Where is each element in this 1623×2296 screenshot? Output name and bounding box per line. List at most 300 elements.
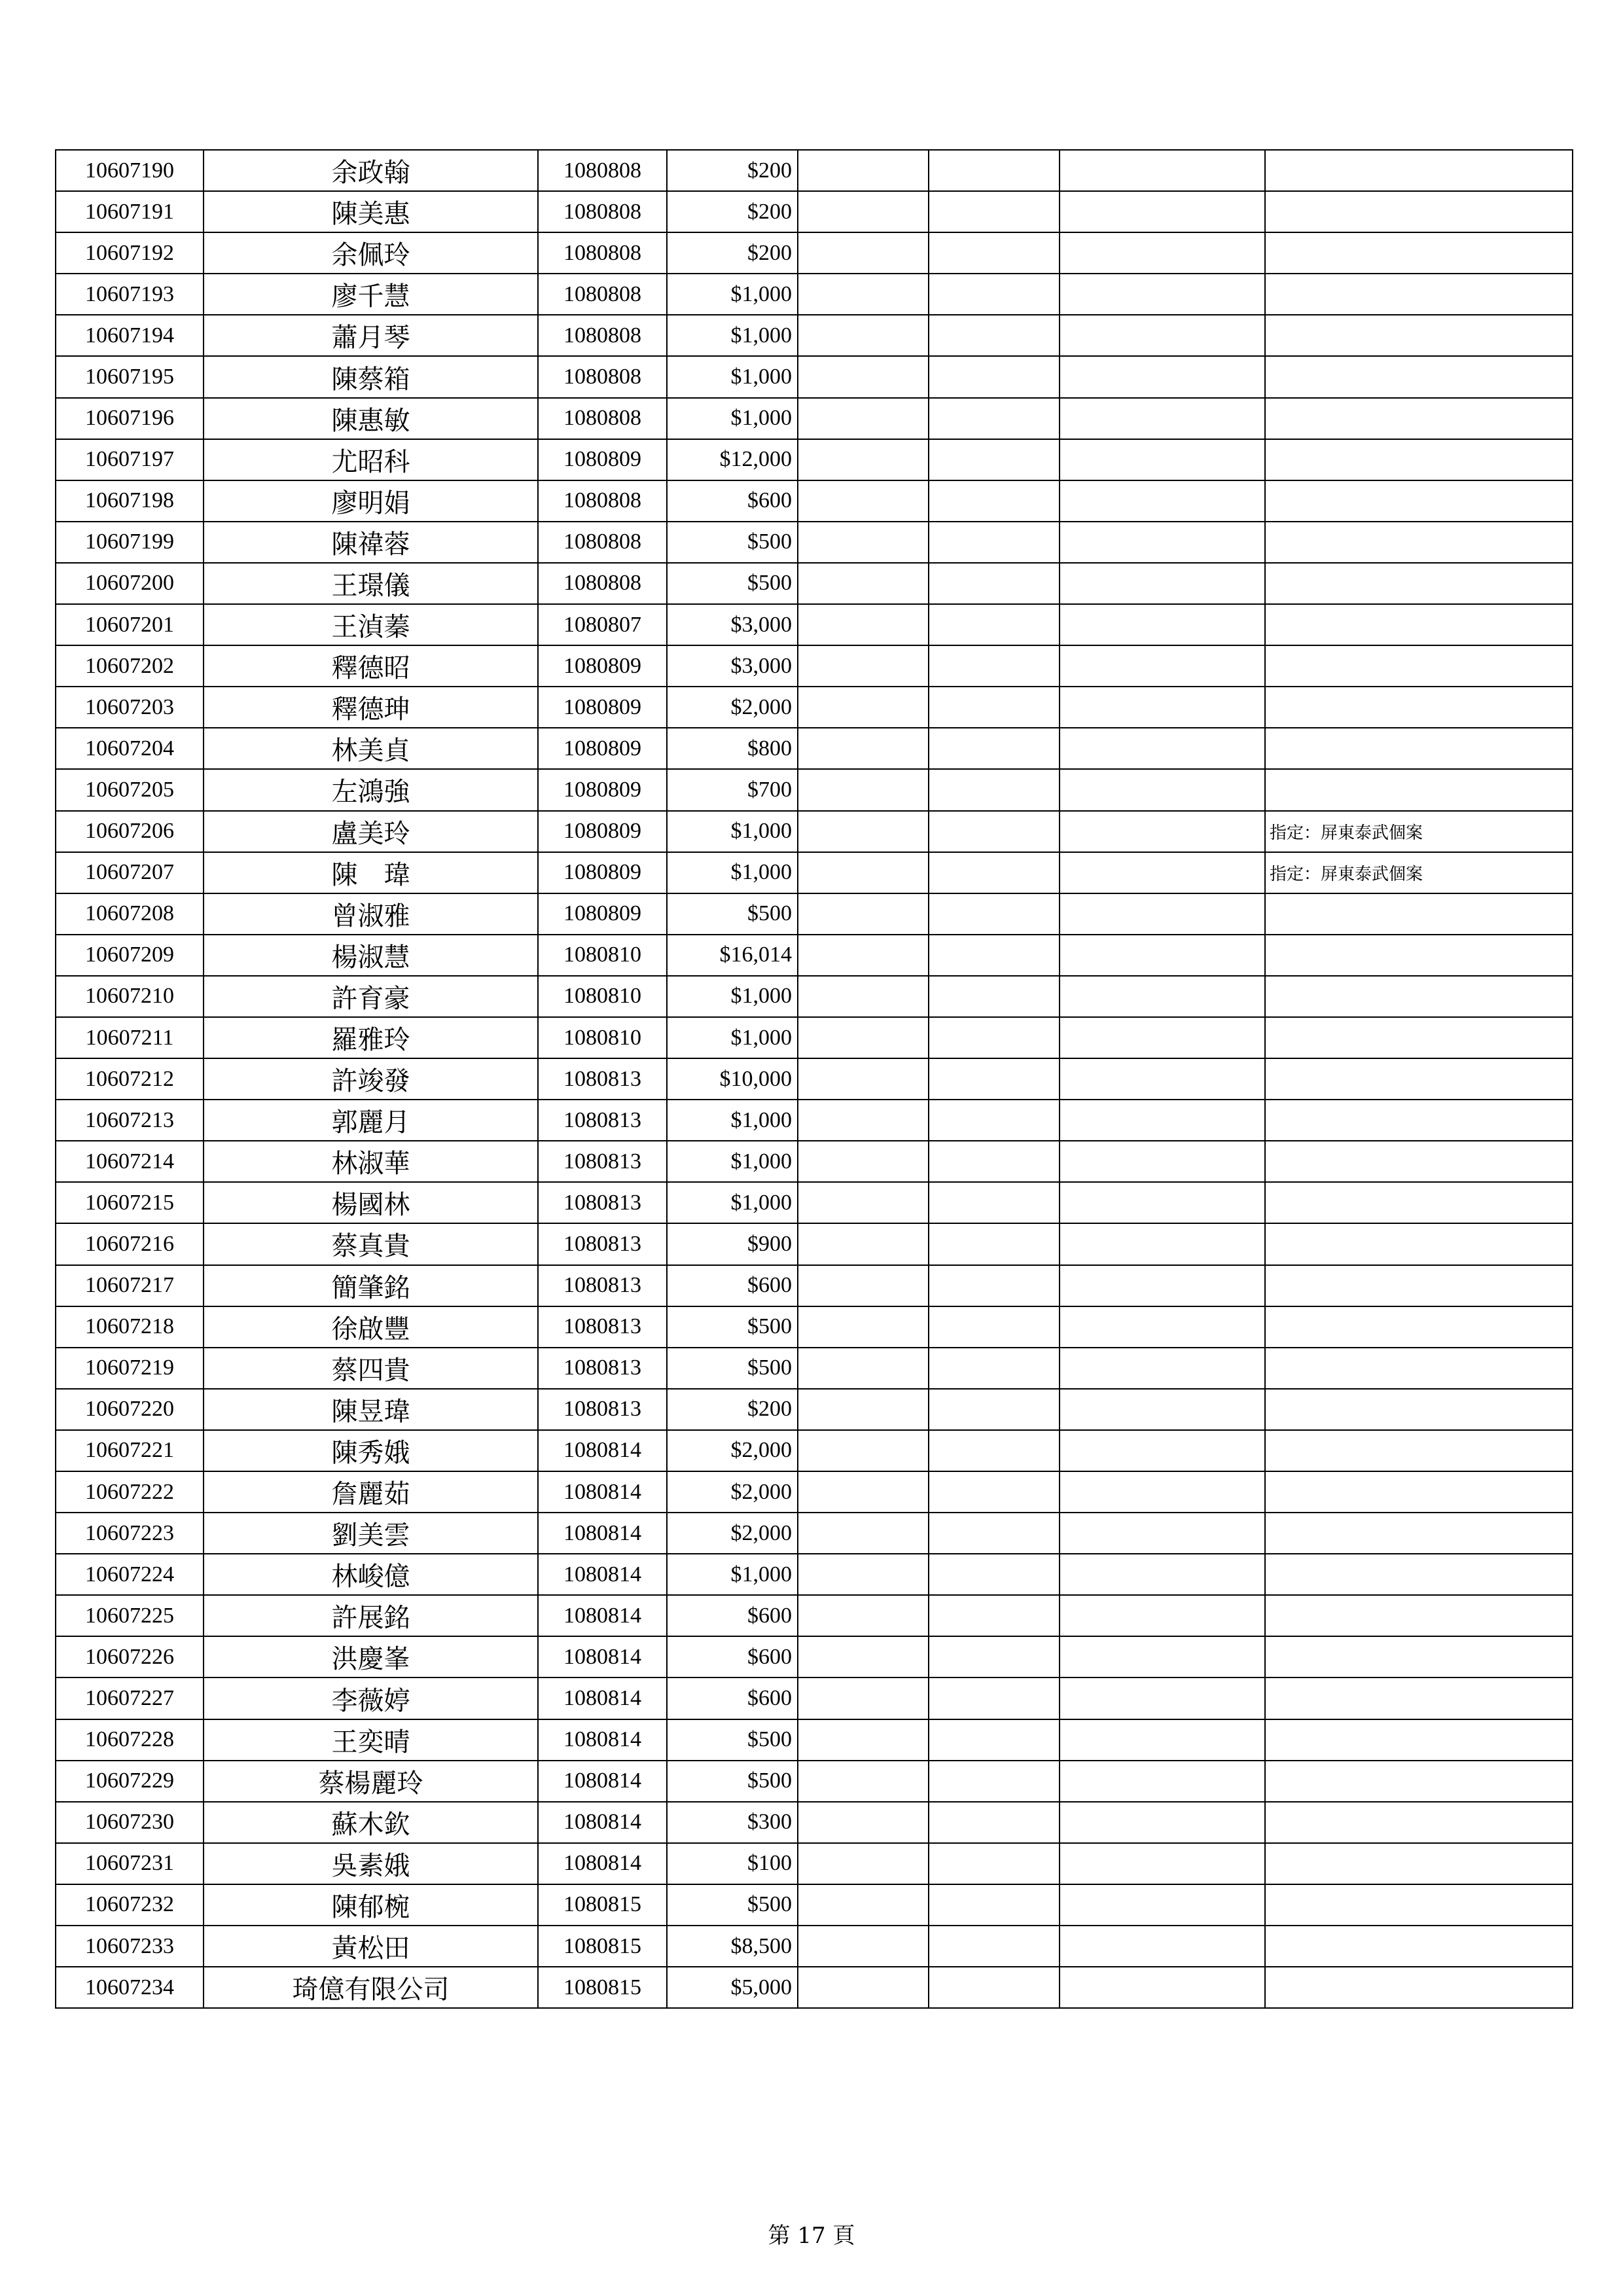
blank-cell bbox=[1060, 1058, 1265, 1100]
amount-cell: $1,000 bbox=[667, 1017, 798, 1058]
donation-date-cell: 1080808 bbox=[538, 232, 667, 274]
note-cell bbox=[1265, 1967, 1573, 2008]
donation-date-cell: 1080808 bbox=[538, 356, 667, 397]
donation-date-cell: 1080814 bbox=[538, 1595, 667, 1636]
amount-cell: $900 bbox=[667, 1223, 798, 1265]
donor-name-cell: 楊淑慧 bbox=[204, 935, 538, 976]
blank-cell bbox=[798, 1058, 929, 1100]
note-cell: 指定：屏東泰武個案 bbox=[1265, 852, 1573, 893]
blank-cell bbox=[798, 1843, 929, 1884]
note-cell bbox=[1265, 1182, 1573, 1223]
blank-cell bbox=[798, 935, 929, 976]
blank-cell bbox=[798, 1677, 929, 1719]
blank-cell bbox=[929, 1058, 1060, 1100]
blank-cell bbox=[1060, 1677, 1265, 1719]
blank-cell bbox=[929, 1843, 1060, 1884]
table-row bbox=[56, 1306, 1573, 1348]
note-cell bbox=[1265, 315, 1573, 356]
receipt-number-cell: 10607210 bbox=[56, 976, 204, 1017]
donor-name-cell: 王璟儀 bbox=[204, 563, 538, 604]
blank-cell bbox=[1060, 232, 1265, 274]
ledger-body bbox=[56, 150, 1573, 2008]
amount-cell: $500 bbox=[667, 563, 798, 604]
blank-cell bbox=[929, 1884, 1060, 1926]
amount-cell: $600 bbox=[667, 1677, 798, 1719]
donation-date-cell: 1080813 bbox=[538, 1389, 667, 1430]
donation-date-cell: 1080809 bbox=[538, 687, 667, 728]
receipt-number-cell: 10607221 bbox=[56, 1430, 204, 1471]
receipt-number-cell: 10607191 bbox=[56, 191, 204, 232]
blank-cell bbox=[798, 439, 929, 480]
blank-cell bbox=[929, 1636, 1060, 1677]
note-cell bbox=[1265, 1595, 1573, 1636]
donor-name-cell: 簡肇銘 bbox=[204, 1265, 538, 1306]
blank-cell bbox=[1060, 1430, 1265, 1471]
blank-cell bbox=[798, 604, 929, 645]
note-cell: 指定：屏東泰武個案 bbox=[1265, 811, 1573, 852]
blank-cell bbox=[798, 1182, 929, 1223]
receipt-number-cell: 10607198 bbox=[56, 480, 204, 522]
amount-cell: $8,500 bbox=[667, 1926, 798, 1967]
amount-cell: $500 bbox=[667, 522, 798, 563]
note-cell bbox=[1265, 1100, 1573, 1141]
blank-cell bbox=[1060, 1595, 1265, 1636]
amount-cell: $600 bbox=[667, 1595, 798, 1636]
amount-cell: $500 bbox=[667, 1761, 798, 1802]
blank-cell bbox=[1060, 1017, 1265, 1058]
amount-cell: $12,000 bbox=[667, 439, 798, 480]
blank-cell bbox=[1060, 274, 1265, 315]
donor-name-cell: 劉美雲 bbox=[204, 1513, 538, 1554]
blank-cell bbox=[798, 1265, 929, 1306]
note-cell bbox=[1265, 563, 1573, 604]
blank-cell bbox=[798, 1967, 929, 2008]
table-row bbox=[56, 439, 1573, 480]
donation-date-cell: 1080813 bbox=[538, 1223, 667, 1265]
note-cell bbox=[1265, 191, 1573, 232]
blank-cell bbox=[798, 1884, 929, 1926]
amount-cell: $100 bbox=[667, 1843, 798, 1884]
blank-cell bbox=[798, 398, 929, 439]
table-row bbox=[56, 1636, 1573, 1677]
blank-cell bbox=[1060, 893, 1265, 935]
donation-date-cell: 1080813 bbox=[538, 1100, 667, 1141]
note-cell bbox=[1265, 356, 1573, 397]
receipt-number-cell: 10607229 bbox=[56, 1761, 204, 1802]
receipt-number-cell: 10607217 bbox=[56, 1265, 204, 1306]
blank-cell bbox=[1060, 191, 1265, 232]
table-row bbox=[56, 522, 1573, 563]
blank-cell bbox=[1060, 1802, 1265, 1843]
table-row bbox=[56, 687, 1573, 728]
amount-cell: $1,000 bbox=[667, 356, 798, 397]
amount-cell: $600 bbox=[667, 1265, 798, 1306]
donor-name-cell: 琦億有限公司 bbox=[204, 1967, 538, 2008]
table-row bbox=[56, 1513, 1573, 1554]
receipt-number-cell: 10607226 bbox=[56, 1636, 204, 1677]
blank-cell bbox=[929, 1389, 1060, 1430]
blank-cell bbox=[1060, 811, 1265, 852]
donor-name-cell: 許育豪 bbox=[204, 976, 538, 1017]
donor-name-cell: 陳昱瑋 bbox=[204, 1389, 538, 1430]
blank-cell bbox=[929, 1348, 1060, 1389]
table-row bbox=[56, 1967, 1573, 2008]
amount-cell: $1,000 bbox=[667, 976, 798, 1017]
donor-name-cell: 余佩玲 bbox=[204, 232, 538, 274]
donation-date-cell: 1080814 bbox=[538, 1430, 667, 1471]
donor-name-cell: 陳蔡箱 bbox=[204, 356, 538, 397]
amount-cell: $2,000 bbox=[667, 1471, 798, 1513]
receipt-number-cell: 10607201 bbox=[56, 604, 204, 645]
blank-cell bbox=[1060, 315, 1265, 356]
blank-cell bbox=[929, 976, 1060, 1017]
table-row bbox=[56, 1719, 1573, 1761]
receipt-number-cell: 10607204 bbox=[56, 728, 204, 769]
receipt-number-cell: 10607207 bbox=[56, 852, 204, 893]
table-row bbox=[56, 1761, 1573, 1802]
blank-cell bbox=[929, 1761, 1060, 1802]
blank-cell bbox=[1060, 687, 1265, 728]
table-row bbox=[56, 1926, 1573, 1967]
note-cell bbox=[1265, 1017, 1573, 1058]
table-row bbox=[56, 852, 1573, 893]
amount-cell: $500 bbox=[667, 1306, 798, 1348]
note-cell bbox=[1265, 645, 1573, 687]
table-row bbox=[56, 1223, 1573, 1265]
blank-cell bbox=[1060, 398, 1265, 439]
donor-name-cell: 陳惠敏 bbox=[204, 398, 538, 439]
note-cell bbox=[1265, 893, 1573, 935]
note-cell bbox=[1265, 439, 1573, 480]
receipt-number-cell: 10607200 bbox=[56, 563, 204, 604]
receipt-number-cell: 10607227 bbox=[56, 1677, 204, 1719]
amount-cell: $16,014 bbox=[667, 935, 798, 976]
blank-cell bbox=[1060, 1182, 1265, 1223]
note-cell bbox=[1265, 1430, 1573, 1471]
donor-name-cell: 廖千慧 bbox=[204, 274, 538, 315]
note-cell bbox=[1265, 604, 1573, 645]
donor-name-cell: 左鴻強 bbox=[204, 769, 538, 810]
donation-date-cell: 1080808 bbox=[538, 315, 667, 356]
note-cell bbox=[1265, 1141, 1573, 1182]
amount-cell: $300 bbox=[667, 1802, 798, 1843]
blank-cell bbox=[929, 522, 1060, 563]
receipt-number-cell: 10607215 bbox=[56, 1182, 204, 1223]
amount-cell: $500 bbox=[667, 1884, 798, 1926]
receipt-number-cell: 10607195 bbox=[56, 356, 204, 397]
note-cell bbox=[1265, 1761, 1573, 1802]
blank-cell bbox=[1060, 150, 1265, 191]
donation-date-cell: 1080809 bbox=[538, 893, 667, 935]
receipt-number-cell: 10607205 bbox=[56, 769, 204, 810]
receipt-number-cell: 10607224 bbox=[56, 1554, 204, 1595]
donor-name-cell: 蔡楊麗玲 bbox=[204, 1761, 538, 1802]
blank-cell bbox=[798, 769, 929, 810]
receipt-number-cell: 10607214 bbox=[56, 1141, 204, 1182]
donation-date-cell: 1080815 bbox=[538, 1967, 667, 2008]
note-cell bbox=[1265, 1389, 1573, 1430]
blank-cell bbox=[1060, 439, 1265, 480]
blank-cell bbox=[1060, 645, 1265, 687]
blank-cell bbox=[798, 852, 929, 893]
donor-name-cell: 陳郁椀 bbox=[204, 1884, 538, 1926]
blank-cell bbox=[1060, 1348, 1265, 1389]
donation-date-cell: 1080814 bbox=[538, 1677, 667, 1719]
note-cell bbox=[1265, 1802, 1573, 1843]
page-number: 第 17 頁 bbox=[768, 2223, 855, 2249]
receipt-number-cell: 10607213 bbox=[56, 1100, 204, 1141]
amount-cell: $1,000 bbox=[667, 315, 798, 356]
blank-cell bbox=[798, 1017, 929, 1058]
donor-name-cell: 盧美玲 bbox=[204, 811, 538, 852]
note-cell bbox=[1265, 480, 1573, 522]
note-cell bbox=[1265, 1843, 1573, 1884]
blank-cell bbox=[798, 1348, 929, 1389]
donation-date-cell: 1080808 bbox=[538, 274, 667, 315]
donor-name-cell: 許竣發 bbox=[204, 1058, 538, 1100]
donation-date-cell: 1080809 bbox=[538, 645, 667, 687]
donation-date-cell: 1080808 bbox=[538, 398, 667, 439]
blank-cell bbox=[929, 852, 1060, 893]
note-cell bbox=[1265, 1306, 1573, 1348]
donation-date-cell: 1080813 bbox=[538, 1306, 667, 1348]
donation-date-cell: 1080813 bbox=[538, 1182, 667, 1223]
donor-name-cell: 蘇木欽 bbox=[204, 1802, 538, 1843]
blank-cell bbox=[929, 1926, 1060, 1967]
blank-cell bbox=[929, 811, 1060, 852]
blank-cell bbox=[929, 1471, 1060, 1513]
note-cell bbox=[1265, 1554, 1573, 1595]
blank-cell bbox=[1060, 1389, 1265, 1430]
blank-cell bbox=[798, 687, 929, 728]
donation-date-cell: 1080814 bbox=[538, 1471, 667, 1513]
blank-cell bbox=[798, 976, 929, 1017]
amount-cell: $1,000 bbox=[667, 852, 798, 893]
receipt-number-cell: 10607218 bbox=[56, 1306, 204, 1348]
table-row bbox=[56, 811, 1573, 852]
donor-name-cell: 陳秀娥 bbox=[204, 1430, 538, 1471]
receipt-number-cell: 10607203 bbox=[56, 687, 204, 728]
donor-name-cell: 楊國林 bbox=[204, 1182, 538, 1223]
blank-cell bbox=[798, 1223, 929, 1265]
amount-cell: $1,000 bbox=[667, 274, 798, 315]
note-cell bbox=[1265, 1636, 1573, 1677]
amount-cell: $10,000 bbox=[667, 1058, 798, 1100]
blank-cell bbox=[798, 1554, 929, 1595]
donation-date-cell: 1080809 bbox=[538, 811, 667, 852]
blank-cell bbox=[798, 645, 929, 687]
note-cell bbox=[1265, 1513, 1573, 1554]
note-cell bbox=[1265, 1926, 1573, 1967]
table-row bbox=[56, 645, 1573, 687]
receipt-number-cell: 10607209 bbox=[56, 935, 204, 976]
blank-cell bbox=[798, 1636, 929, 1677]
blank-cell bbox=[798, 563, 929, 604]
blank-cell bbox=[929, 1430, 1060, 1471]
donation-date-cell: 1080813 bbox=[538, 1058, 667, 1100]
note-cell bbox=[1265, 687, 1573, 728]
blank-cell bbox=[1060, 1761, 1265, 1802]
donor-name-cell: 詹麗茹 bbox=[204, 1471, 538, 1513]
blank-cell bbox=[798, 191, 929, 232]
donation-date-cell: 1080809 bbox=[538, 852, 667, 893]
blank-cell bbox=[929, 935, 1060, 976]
receipt-number-cell: 10607232 bbox=[56, 1884, 204, 1926]
amount-cell: $5,000 bbox=[667, 1967, 798, 2008]
donation-date-cell: 1080808 bbox=[538, 522, 667, 563]
blank-cell bbox=[929, 439, 1060, 480]
note-cell bbox=[1265, 522, 1573, 563]
amount-cell: $1,000 bbox=[667, 1554, 798, 1595]
blank-cell bbox=[1060, 976, 1265, 1017]
donor-name-cell: 許展銘 bbox=[204, 1595, 538, 1636]
donation-date-cell: 1080807 bbox=[538, 604, 667, 645]
receipt-number-cell: 10607233 bbox=[56, 1926, 204, 1967]
blank-cell bbox=[929, 645, 1060, 687]
donor-name-cell: 釋德珅 bbox=[204, 687, 538, 728]
table-row bbox=[56, 1265, 1573, 1306]
receipt-number-cell: 10607206 bbox=[56, 811, 204, 852]
blank-cell bbox=[1060, 1265, 1265, 1306]
donor-name-cell: 李薇婷 bbox=[204, 1677, 538, 1719]
receipt-number-cell: 10607231 bbox=[56, 1843, 204, 1884]
blank-cell bbox=[929, 1265, 1060, 1306]
receipt-number-cell: 10607202 bbox=[56, 645, 204, 687]
note-cell bbox=[1265, 1223, 1573, 1265]
blank-cell bbox=[798, 1389, 929, 1430]
blank-cell bbox=[1060, 769, 1265, 810]
note-cell bbox=[1265, 1719, 1573, 1761]
table-row bbox=[56, 935, 1573, 976]
blank-cell bbox=[929, 398, 1060, 439]
donation-date-cell: 1080809 bbox=[538, 769, 667, 810]
blank-cell bbox=[1060, 1843, 1265, 1884]
receipt-number-cell: 10607197 bbox=[56, 439, 204, 480]
blank-cell bbox=[798, 1100, 929, 1141]
blank-cell bbox=[798, 811, 929, 852]
table-row bbox=[56, 769, 1573, 810]
donation-date-cell: 1080814 bbox=[538, 1554, 667, 1595]
receipt-number-cell: 10607220 bbox=[56, 1389, 204, 1430]
blank-cell bbox=[1060, 1926, 1265, 1967]
blank-cell bbox=[798, 1595, 929, 1636]
note-cell bbox=[1265, 769, 1573, 810]
blank-cell bbox=[929, 1100, 1060, 1141]
note-cell bbox=[1265, 1884, 1573, 1926]
blank-cell bbox=[798, 1471, 929, 1513]
amount-cell: $2,000 bbox=[667, 687, 798, 728]
table-row bbox=[56, 1058, 1573, 1100]
donor-name-cell: 吳素娥 bbox=[204, 1843, 538, 1884]
blank-cell bbox=[798, 1430, 929, 1471]
blank-cell bbox=[1060, 1636, 1265, 1677]
receipt-number-cell: 10607230 bbox=[56, 1802, 204, 1843]
donation-date-cell: 1080810 bbox=[538, 935, 667, 976]
amount-cell: $600 bbox=[667, 480, 798, 522]
donation-ledger-table bbox=[55, 149, 1573, 2009]
donation-date-cell: 1080814 bbox=[538, 1636, 667, 1677]
blank-cell bbox=[798, 1141, 929, 1182]
blank-cell bbox=[929, 1182, 1060, 1223]
table-row bbox=[56, 1802, 1573, 1843]
donation-date-cell: 1080814 bbox=[538, 1843, 667, 1884]
donation-date-cell: 1080813 bbox=[538, 1348, 667, 1389]
receipt-number-cell: 10607212 bbox=[56, 1058, 204, 1100]
blank-cell bbox=[929, 1719, 1060, 1761]
blank-cell bbox=[929, 1223, 1060, 1265]
amount-cell: $500 bbox=[667, 1719, 798, 1761]
table-row bbox=[56, 1141, 1573, 1182]
donor-name-cell: 黃松田 bbox=[204, 1926, 538, 1967]
blank-cell bbox=[929, 1141, 1060, 1182]
blank-cell bbox=[798, 315, 929, 356]
receipt-number-cell: 10607190 bbox=[56, 150, 204, 191]
blank-cell bbox=[1060, 852, 1265, 893]
blank-cell bbox=[929, 1595, 1060, 1636]
blank-cell bbox=[1060, 480, 1265, 522]
amount-cell: $200 bbox=[667, 1389, 798, 1430]
donation-date-cell: 1080813 bbox=[538, 1265, 667, 1306]
table-row bbox=[56, 1100, 1573, 1141]
blank-cell bbox=[798, 1802, 929, 1843]
blank-cell bbox=[1060, 1719, 1265, 1761]
receipt-number-cell: 10607216 bbox=[56, 1223, 204, 1265]
receipt-number-cell: 10607196 bbox=[56, 398, 204, 439]
receipt-number-cell: 10607228 bbox=[56, 1719, 204, 1761]
note-cell bbox=[1265, 274, 1573, 315]
blank-cell bbox=[929, 274, 1060, 315]
donor-name-cell: 洪慶峯 bbox=[204, 1636, 538, 1677]
donation-date-cell: 1080814 bbox=[538, 1719, 667, 1761]
receipt-number-cell: 10607193 bbox=[56, 274, 204, 315]
amount-cell: $1,000 bbox=[667, 1141, 798, 1182]
table-row bbox=[56, 1595, 1573, 1636]
donation-date-cell: 1080808 bbox=[538, 150, 667, 191]
donor-name-cell: 釋德昭 bbox=[204, 645, 538, 687]
table-row bbox=[56, 1430, 1573, 1471]
receipt-number-cell: 10607192 bbox=[56, 232, 204, 274]
table-row bbox=[56, 1554, 1573, 1595]
amount-cell: $1,000 bbox=[667, 1100, 798, 1141]
blank-cell bbox=[929, 893, 1060, 935]
blank-cell bbox=[1060, 1306, 1265, 1348]
table-row bbox=[56, 1389, 1573, 1430]
table-row bbox=[56, 480, 1573, 522]
amount-cell: $1,000 bbox=[667, 811, 798, 852]
note-cell bbox=[1265, 1471, 1573, 1513]
note-cell bbox=[1265, 1348, 1573, 1389]
blank-cell bbox=[798, 1926, 929, 1967]
blank-cell bbox=[1060, 1471, 1265, 1513]
blank-cell bbox=[798, 232, 929, 274]
blank-cell bbox=[929, 480, 1060, 522]
blank-cell bbox=[929, 687, 1060, 728]
blank-cell bbox=[929, 191, 1060, 232]
blank-cell bbox=[798, 1513, 929, 1554]
amount-cell: $2,000 bbox=[667, 1430, 798, 1471]
blank-cell bbox=[929, 356, 1060, 397]
donation-date-cell: 1080814 bbox=[538, 1513, 667, 1554]
donor-name-cell: 陳美惠 bbox=[204, 191, 538, 232]
note-cell bbox=[1265, 398, 1573, 439]
receipt-number-cell: 10607194 bbox=[56, 315, 204, 356]
blank-cell bbox=[929, 604, 1060, 645]
table-row bbox=[56, 1017, 1573, 1058]
blank-cell bbox=[798, 480, 929, 522]
blank-cell bbox=[929, 563, 1060, 604]
note-cell bbox=[1265, 232, 1573, 274]
blank-cell bbox=[1060, 1967, 1265, 2008]
